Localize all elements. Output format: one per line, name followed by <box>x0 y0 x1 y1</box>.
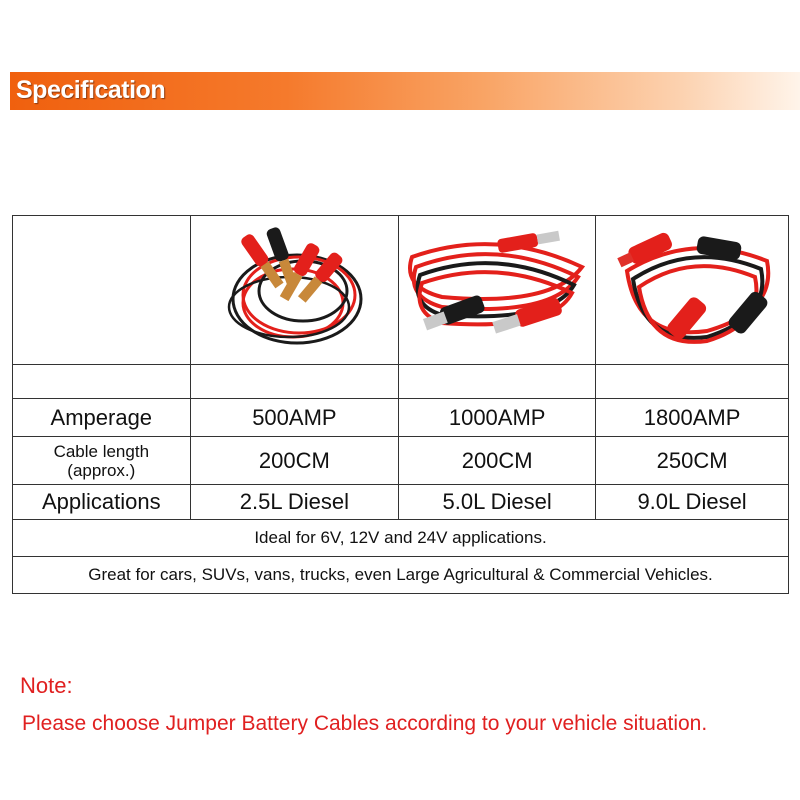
empty-header-cell <box>13 216 191 365</box>
voltage-note: Ideal for 6V, 12V and 24V applications. <box>13 520 789 557</box>
applications-row <box>13 485 789 520</box>
amperage-label: Amperage <box>13 399 191 437</box>
vehicles-note: Great for cars, SUVs, vans, trucks, even Large Agricultural & Commercial Vehicles. <box>13 557 789 594</box>
applications-value: 2.5L Diesel <box>190 485 399 520</box>
cable-length-label <box>13 437 191 485</box>
cable-length-label-line1: Cable length <box>53 441 150 461</box>
amperage-value: 1800AMP <box>596 399 789 437</box>
applications-value: 5.0L Diesel <box>399 485 596 520</box>
image-cell-1800amp <box>596 216 789 365</box>
applications-value: 9.0L Diesel <box>596 485 789 520</box>
applications-label: Applications <box>13 485 191 520</box>
500amp-jumper-cables-image <box>219 221 369 359</box>
image-row <box>13 216 789 365</box>
blank-cell <box>13 365 191 399</box>
specification-table <box>12 215 789 594</box>
blank-cell <box>399 365 596 399</box>
1800amp-jumper-cables-image <box>607 221 777 359</box>
amperage-row <box>13 399 789 437</box>
banner-title: Specification <box>16 76 166 104</box>
blank-cell <box>596 365 789 399</box>
voltage-note-row <box>13 520 789 557</box>
cable-length-value: 250CM <box>596 437 789 485</box>
vehicles-note-row <box>13 557 789 594</box>
image-cell-500amp <box>190 216 399 365</box>
cable-length-label-line2: (approx.) <box>67 460 136 480</box>
note-title: Note: <box>20 673 73 698</box>
amperage-value: 1000AMP <box>399 399 596 437</box>
image-cell-1000amp <box>399 216 596 365</box>
cable-length-row <box>13 437 789 485</box>
blank-row <box>13 365 789 399</box>
blank-cell <box>190 365 399 399</box>
cable-length-value: 200CM <box>190 437 399 485</box>
note-text: Please choose Jumper Battery Cables according to your vehicle situation. <box>22 712 708 735</box>
amperage-value: 500AMP <box>190 399 399 437</box>
specification-banner <box>10 72 800 110</box>
cable-length-value: 200CM <box>399 437 596 485</box>
1000amp-jumper-cables-image <box>402 227 592 353</box>
